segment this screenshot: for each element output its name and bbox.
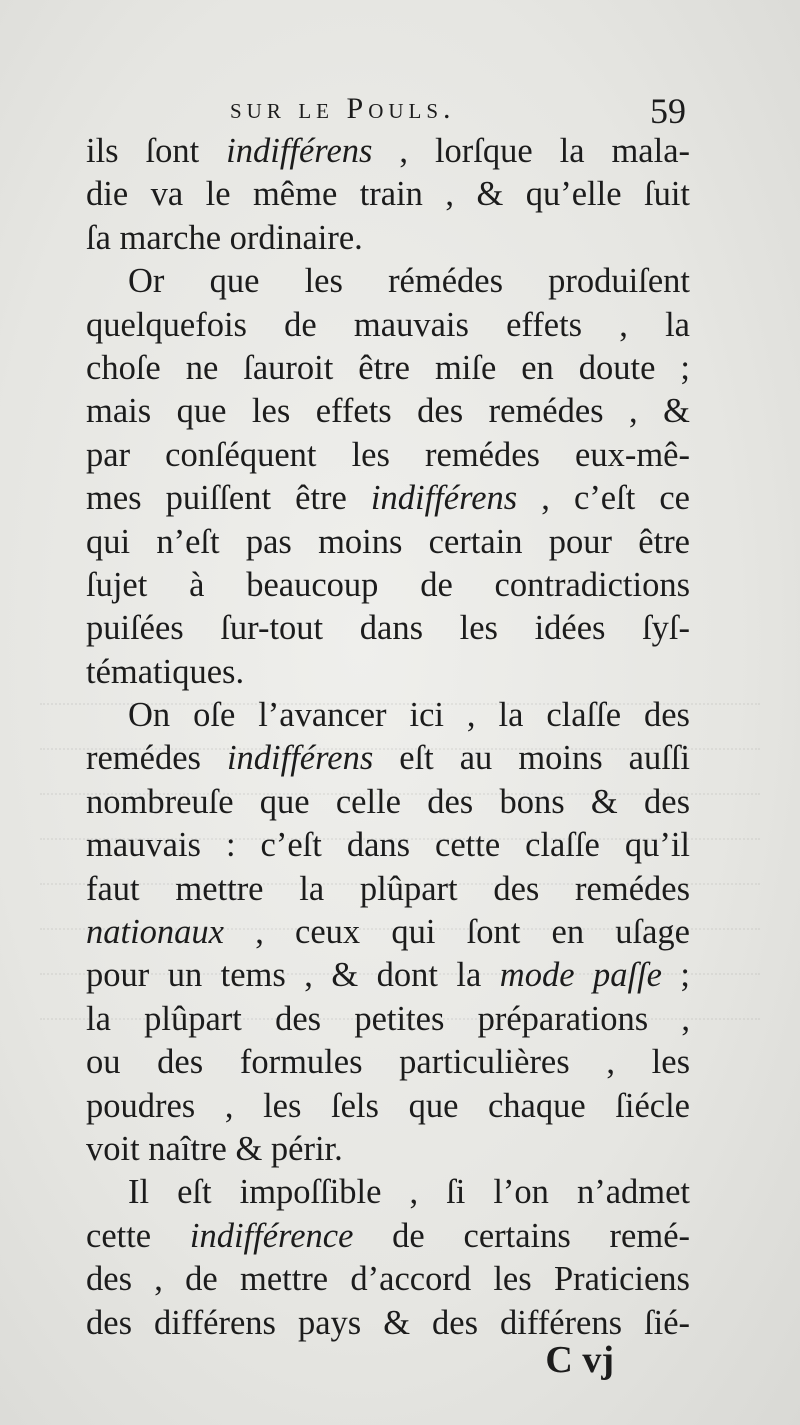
text-segment: pour un tems , & dont la xyxy=(86,956,500,995)
page-number: 59 xyxy=(650,91,686,131)
text-segment: mes puiſſent être xyxy=(86,479,371,518)
text-line xyxy=(86,737,690,780)
text-segment: On oſe l’avancer ici , la claſſe des xyxy=(128,696,690,735)
text-line xyxy=(86,911,690,954)
text-segment: tématiques. xyxy=(86,652,245,691)
text-line xyxy=(86,1258,690,1301)
italic-text: indifférence xyxy=(189,1216,354,1255)
text-segment: , c’eſt ce xyxy=(517,479,690,518)
text-segment: , ceux qui ſont en uſage xyxy=(223,913,690,952)
text-segment: qui n’eſt pas moins certain pour être xyxy=(86,522,690,561)
text-segment: remédes xyxy=(86,739,227,778)
italic-text: indifférens xyxy=(370,479,518,518)
italic-text: mode paſſe xyxy=(499,956,662,995)
text-segment: , lorſque la mala- xyxy=(372,132,690,170)
text-segment: des , de mettre d’accord les Praticiens xyxy=(86,1260,690,1299)
text-line xyxy=(86,173,690,216)
text-segment: des différens pays & des différens ſié- xyxy=(86,1303,690,1342)
text-segment: voit naître & périr. xyxy=(86,1129,343,1168)
text-line xyxy=(86,434,690,477)
italic-text: indifférens xyxy=(226,739,374,778)
text-segment: par conſéquent les remédes eux-mê- xyxy=(86,435,690,474)
text-line xyxy=(86,694,690,737)
italic-text: nationaux xyxy=(86,913,224,952)
text-line xyxy=(86,998,690,1041)
text-line xyxy=(86,1041,690,1084)
text-segment: choſe ne ſauroit être miſe en doute ; xyxy=(86,348,690,387)
text-line xyxy=(86,1215,690,1258)
text-line xyxy=(86,347,690,390)
text-line xyxy=(86,260,690,303)
text-line xyxy=(86,217,690,260)
text-segment: ſujet à beaucoup de contradictions xyxy=(86,565,690,604)
text-segment: eſt au moins auſſi xyxy=(373,739,690,778)
text-segment: nombreuſe que celle des bons & des xyxy=(86,782,690,821)
text-segment: quelquefois de mauvais effets , la xyxy=(86,305,690,344)
page-header xyxy=(230,92,690,132)
text-line xyxy=(86,390,690,433)
running-title: sur le Pouls. xyxy=(230,92,456,125)
text-segment: ils ſont xyxy=(86,132,227,170)
text-line xyxy=(86,651,690,694)
body-text xyxy=(86,130,690,1345)
text-line xyxy=(86,607,690,650)
text-line xyxy=(86,1171,690,1214)
text-line xyxy=(86,564,690,607)
text-segment: de certains remé- xyxy=(353,1216,690,1255)
text-line xyxy=(86,954,690,997)
text-segment: Or que les rémédes produiſent xyxy=(128,262,690,301)
text-line xyxy=(86,304,690,347)
text-segment: puiſées ſur-tout dans les idées ſyſ- xyxy=(86,609,690,648)
text-line xyxy=(86,824,690,867)
text-segment: mauvais : c’eſt dans cette claſſe qu’il xyxy=(86,826,690,865)
text-segment: ſa marche ordinaire. xyxy=(86,218,363,257)
text-segment: ou des formules particulières , les xyxy=(86,1043,690,1082)
signature-mark: C vj xyxy=(545,1339,614,1381)
text-line xyxy=(86,130,690,173)
text-line xyxy=(86,1128,690,1171)
text-line xyxy=(86,868,690,911)
text-segment: la plûpart des petites préparations , xyxy=(86,999,690,1038)
text-line xyxy=(86,477,690,520)
text-segment: ; xyxy=(661,956,690,995)
text-segment: faut mettre la plûpart des remédes xyxy=(86,869,690,908)
text-segment: die va le même train , & qu’elle ſuit xyxy=(86,175,690,214)
text-segment: Il eſt impoſſible , ſi l’on n’admet xyxy=(128,1173,690,1212)
text-segment: poudres , les ſels que chaque ſiécle xyxy=(86,1086,690,1125)
text-line xyxy=(86,1085,690,1128)
text-line xyxy=(86,781,690,824)
text-segment: mais que les effets des remédes , & xyxy=(86,392,690,431)
text-segment: cette xyxy=(86,1216,190,1255)
italic-text: indifférens xyxy=(226,132,373,170)
text-line xyxy=(86,521,690,564)
